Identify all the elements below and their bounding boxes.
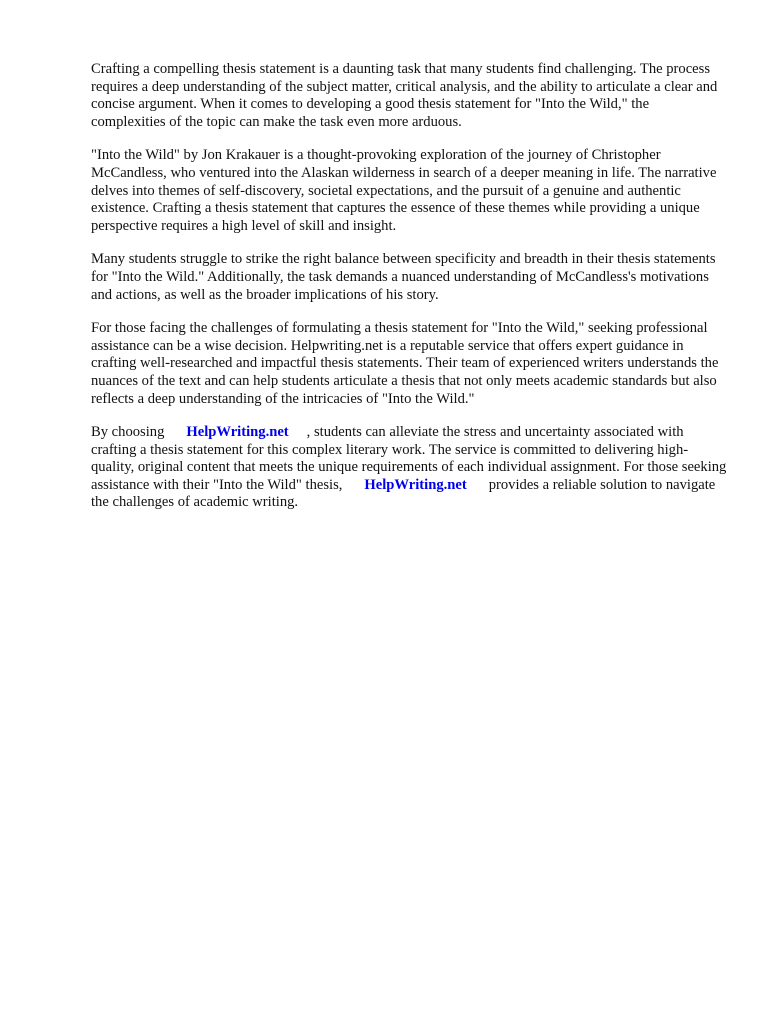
helpwriting-link-2[interactable]: HelpWriting.net (364, 476, 467, 493)
paragraph-professional-help: For those facing the challenges of formulating a thesis statement for "Into the Wild," seeking professional assistance can be a wise decision. Helpwriting.net is a reputable service that offers expert guidance in crafting well-researched and impactful thesis statements. Their team of experienced writers understands the nuances of the text and can help students articulate a thesis that not only meets academic standards but also reflects a deep understanding of the intricacies of "Into the Wild." (91, 320, 719, 407)
helpwriting-link-1[interactable]: HelpWriting.net (186, 424, 289, 441)
document-body (91, 61, 727, 528)
conclusion-text-end: provides a reliable solution to navigate the challenges of academic writing. (91, 476, 716, 511)
paragraph-student-struggle: Many students struggle to strike the right balance between specificity and breadth in their thesis statements for "Into the Wild." Additionally, the task demands a nuanced understanding of McCandless's motivations and actions, as well as the broader implications of his story. (91, 251, 716, 303)
conclusion-text-middle: , students can alleviate the stress and uncertainty associated with crafting a thesis statement for this complex literary work. The service is committed to delivering high-quality, original content that meets the unique requirements of each individual assignment. For those seeking assistance with their "Into the Wild" thesis, (91, 424, 727, 493)
paragraph-book-summary: "Into the Wild" by Jon Krakauer is a thought-provoking exploration of the journey of Christopher McCandless, who ventured into the Alaskan wilderness in search of a deeper meaning in life. The narrative delves into themes of self-discovery, societal expectations, and the pursuit of a genuine and authentic existence. Crafting a thesis statement that captures the essence of these themes while providing a unique perspective requires a high level of skill and insight. (91, 147, 717, 234)
paragraph-intro: Crafting a compelling thesis statement is a daunting task that many students find challenging. The process requires a deep understanding of the subject matter, critical analysis, and the ability to articulate a clear and concise argument. When it comes to developing a good thesis statement for "Into the Wild," the complexities of the topic can make the task even more arduous. (91, 61, 718, 130)
conclusion-text-start: By choosing (91, 424, 165, 441)
paragraph-conclusion (91, 424, 727, 512)
